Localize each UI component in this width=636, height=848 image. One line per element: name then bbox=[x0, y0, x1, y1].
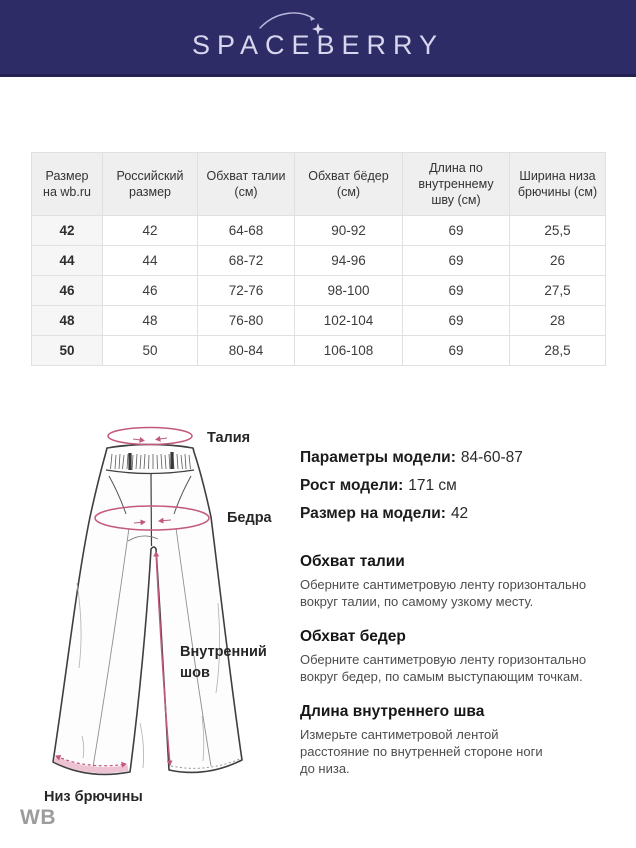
size-cell: 69 bbox=[403, 246, 510, 276]
guide-text-inseam: Измерьте сантиметровой лентой расстояние по внутренней стороне ноги до низа. bbox=[300, 727, 543, 776]
table-row bbox=[32, 336, 606, 366]
size-cell: 69 bbox=[403, 276, 510, 306]
col-header-hips: Обхват бёдер (см) bbox=[295, 153, 403, 216]
size-cell: 46 bbox=[103, 276, 198, 306]
guide-text-hips: Оберните сантиметровую ленту горизонтально вокруг бедер, по самым выступающим точкам. bbox=[300, 652, 587, 684]
size-cell: 76-80 bbox=[198, 306, 295, 336]
size-cell: 27,5 bbox=[510, 276, 606, 306]
size-cell: 102-104 bbox=[295, 306, 403, 336]
col-header-waist: Обхват талии (см) bbox=[198, 153, 295, 216]
col-header-leg-width: Ширина низа брючины (см) bbox=[510, 153, 606, 216]
size-cell: 25,5 bbox=[510, 216, 606, 246]
brand-header bbox=[0, 0, 636, 77]
col-header-ru-size: Российский размер bbox=[103, 153, 198, 216]
size-cell: 42 bbox=[32, 216, 103, 246]
pants-diagram bbox=[30, 418, 310, 813]
size-table-header bbox=[32, 153, 606, 216]
size-cell: 48 bbox=[32, 306, 103, 336]
size-cell: 72-76 bbox=[198, 276, 295, 306]
model-params-line bbox=[300, 444, 630, 472]
size-cell: 94-96 bbox=[295, 246, 403, 276]
guide-section-waist bbox=[300, 553, 630, 610]
size-cell: 44 bbox=[32, 246, 103, 276]
guide-section-hips bbox=[300, 628, 630, 685]
size-cell: 46 bbox=[32, 276, 103, 306]
size-cell: 50 bbox=[32, 336, 103, 366]
table-row bbox=[32, 216, 606, 246]
col-header-inseam: Длина по внутреннему шву (см) bbox=[403, 153, 510, 216]
waist-label: Талия bbox=[207, 430, 251, 446]
model-height-value: 171 см bbox=[408, 477, 457, 494]
inseam-label-line2: шов bbox=[180, 665, 210, 681]
wb-watermark: WB bbox=[20, 806, 56, 829]
size-cell: 69 bbox=[403, 336, 510, 366]
table-row bbox=[32, 276, 606, 306]
brand-logo bbox=[178, 6, 458, 68]
size-table bbox=[31, 152, 606, 366]
size-cell: 106-108 bbox=[295, 336, 403, 366]
model-size-label: Размер на модели: bbox=[300, 505, 446, 522]
size-cell: 69 bbox=[403, 306, 510, 336]
model-size-line bbox=[300, 500, 630, 528]
size-cell: 98-100 bbox=[295, 276, 403, 306]
header-row bbox=[32, 153, 606, 216]
size-cell: 42 bbox=[103, 216, 198, 246]
hem-label: Низ брючины bbox=[44, 789, 143, 805]
table-row bbox=[32, 306, 606, 336]
pants-outline bbox=[53, 445, 242, 775]
guide-title-waist: Обхват талии bbox=[300, 553, 405, 570]
waist-arrow-right bbox=[156, 438, 167, 440]
size-cell: 28 bbox=[510, 306, 606, 336]
model-params-value: 84-60-87 bbox=[460, 449, 523, 466]
size-cell: 48 bbox=[103, 306, 198, 336]
size-cell: 50 bbox=[103, 336, 198, 366]
size-cell: 90-92 bbox=[295, 216, 403, 246]
size-cell: 80-84 bbox=[198, 336, 295, 366]
size-table-body bbox=[32, 216, 606, 366]
size-cell: 28,5 bbox=[510, 336, 606, 366]
size-cell: 64-68 bbox=[198, 216, 295, 246]
model-size-value: 42 bbox=[450, 505, 469, 522]
waist-arrow-left bbox=[133, 439, 144, 441]
model-parameters bbox=[300, 444, 630, 528]
inseam-label-line1: Внутренний bbox=[180, 644, 267, 660]
table-row bbox=[32, 246, 606, 276]
guide-section-inseam bbox=[300, 703, 630, 777]
size-cell: 68-72 bbox=[198, 246, 295, 276]
model-height-line bbox=[300, 472, 630, 500]
size-cell: 69 bbox=[403, 216, 510, 246]
model-height-label: Рост модели: bbox=[300, 477, 404, 494]
waist-measure-ellipse bbox=[108, 428, 192, 445]
guide-title-hips: Обхват бедер bbox=[300, 628, 406, 645]
brand-logo-text: SPACEBERRY bbox=[191, 30, 445, 60]
center-front-seam bbox=[151, 473, 152, 546]
size-cell: 44 bbox=[103, 246, 198, 276]
model-params-label: Параметры модели: bbox=[300, 449, 456, 466]
guide-title-inseam: Длина внутреннего шва bbox=[300, 703, 485, 720]
measurement-info bbox=[300, 444, 630, 777]
guide-text-waist: Оберните сантиметровую ленту горизонтально вокруг талии, по самому узкому месту. bbox=[300, 577, 587, 609]
col-header-wb-size: Размер на wb.ru bbox=[32, 153, 103, 216]
hips-label: Бедра bbox=[227, 510, 272, 526]
size-cell: 26 bbox=[510, 246, 606, 276]
